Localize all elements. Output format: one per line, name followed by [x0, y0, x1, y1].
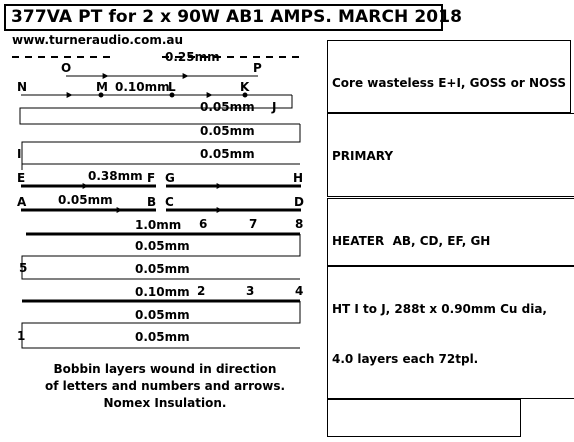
terminal-number: 5 — [19, 261, 28, 275]
dim-label: 0.05mm — [200, 147, 255, 161]
terminal-label: B — [147, 195, 157, 209]
terminal-label: E — [17, 171, 26, 185]
insulation-fold — [22, 124, 300, 164]
terminal-label: L — [168, 80, 176, 94]
dim-label: 0.25mm — [165, 50, 220, 64]
heater-spec-box — [327, 198, 574, 266]
terminal-number: 7 — [249, 217, 258, 231]
core-spec-line: Core wasteless E+I, GOSS or NOSS — [332, 76, 566, 90]
dim-label: 0.05mm — [135, 308, 190, 322]
ht-spec-box — [327, 266, 574, 399]
dim-label: 0.10mm — [135, 285, 190, 299]
primary-spec-box — [327, 113, 574, 197]
terminal-label: A — [17, 195, 27, 209]
terminal-label: O — [61, 61, 72, 75]
terminal-label: C — [165, 195, 174, 209]
caption-line: of letters and numbers and arrows. — [44, 379, 286, 393]
diagram-caption — [20, 361, 310, 412]
website-url: www.turneraudio.com.au — [12, 33, 184, 47]
terminal-label: P — [253, 61, 262, 75]
caption-line: Bobbin layers wound in direction — [53, 362, 277, 376]
terminal-label: F — [147, 171, 156, 185]
dim-label: 0.10mm — [115, 80, 170, 94]
dim-label: 0.05mm — [135, 262, 190, 276]
terminal-label: I — [17, 147, 22, 161]
dim-label: 0.05mm — [58, 193, 113, 207]
terminal-label: D — [294, 195, 304, 209]
terminal-label: M — [96, 80, 108, 94]
bias-spec-box — [327, 399, 521, 437]
winding-diagram — [0, 0, 326, 360]
core-spec-box — [327, 40, 571, 113]
dim-label: 0.05mm — [200, 124, 255, 138]
terminal-label: H — [293, 171, 304, 185]
terminal-label: J — [272, 100, 277, 114]
dim-label: 0.05mm — [135, 239, 190, 253]
terminal-number: 6 — [199, 217, 208, 231]
terminal-label: N — [17, 80, 28, 94]
dim-label: 0.05mm — [135, 330, 190, 344]
page-title: 377VA PT for 2 x 90W AB1 AMPS. MARCH 2018 — [4, 4, 443, 31]
primary-spec-line: PRIMARY — [332, 149, 394, 163]
dim-label: 0.05mm — [200, 100, 255, 114]
insulation-fold — [20, 95, 300, 124]
terminal-number: 1 — [17, 329, 26, 343]
heater-spec-line: HEATER AB, CD, EF, GH — [332, 234, 491, 248]
dim-label: 0.38mm — [88, 169, 143, 183]
terminal-number: 4 — [295, 284, 304, 298]
caption-line: Nomex Insulation. — [103, 396, 227, 410]
bias-spec-line — [332, 434, 516, 437]
terminal-number: 3 — [246, 284, 255, 298]
dim-label: 1.0mm — [135, 218, 182, 232]
terminal-label: G — [165, 171, 175, 185]
terminal-label: K — [240, 80, 250, 94]
terminal-number: 8 — [295, 217, 304, 231]
terminal-number: 2 — [197, 284, 206, 298]
ht-spec-line: HT I to J, 288t x 0.90mm Cu dia, — [332, 302, 547, 316]
ht-spec-line: 4.0 layers each 72tpl. — [332, 351, 479, 366]
